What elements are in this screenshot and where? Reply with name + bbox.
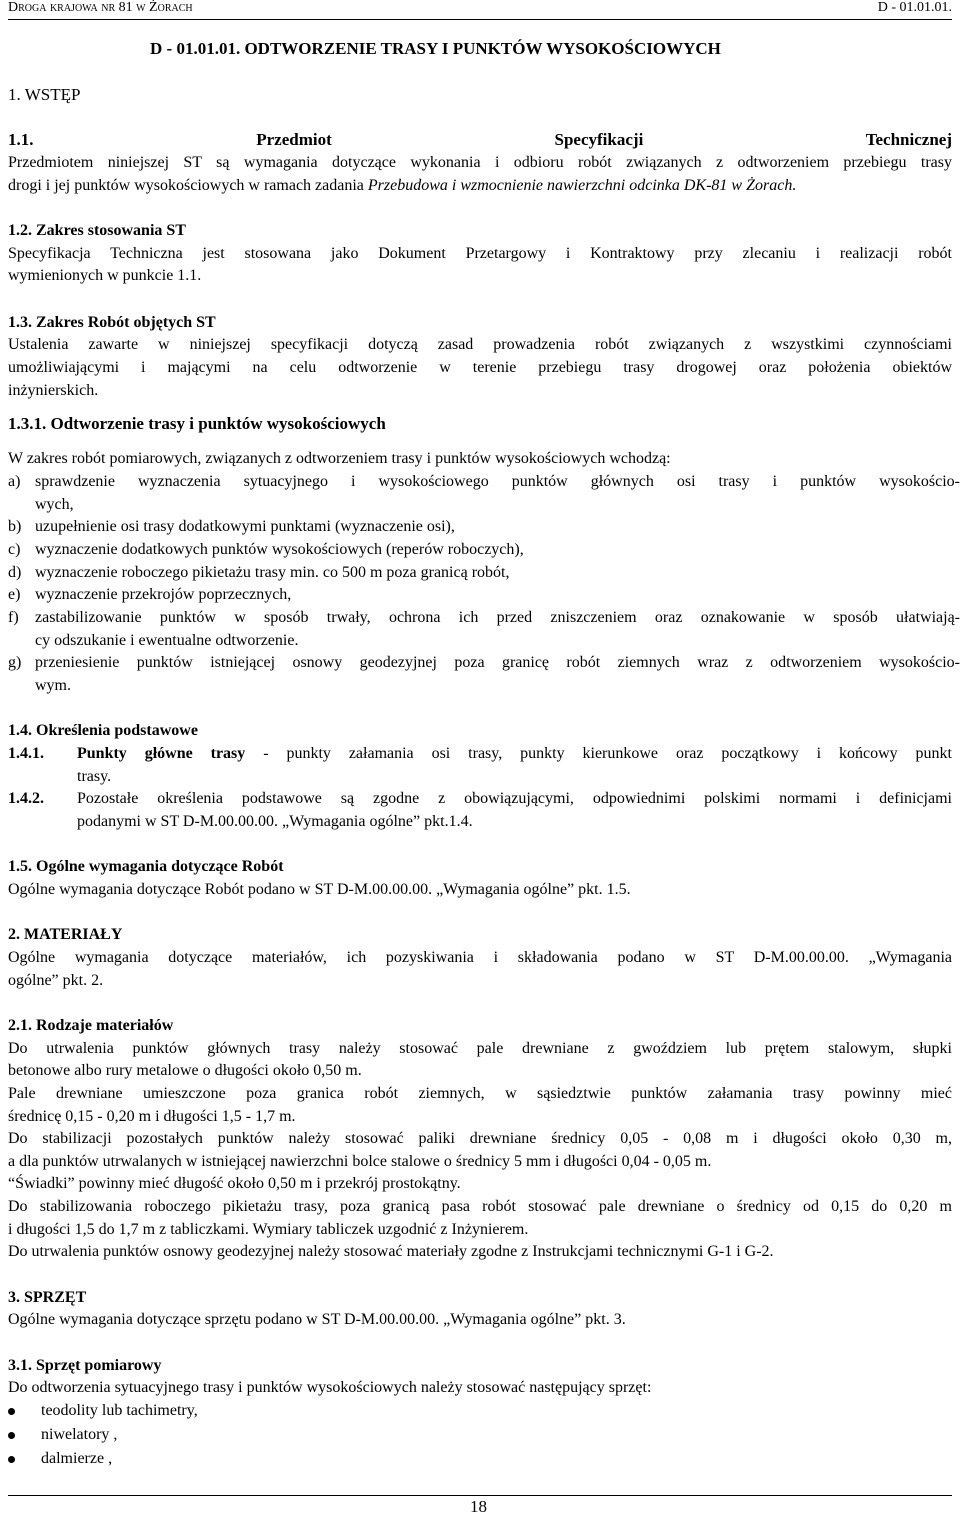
list-marker: f)	[8, 609, 19, 626]
bullet-dot-icon	[8, 1408, 15, 1415]
paragraph-line: Do utrwalenia punktów osnowy geodezyjnej należy stosować materiały zgodne z Instrukcjami technicznymi G-1 i G-2.	[8, 1243, 774, 1260]
list-item-continuation: wych,	[35, 496, 74, 513]
page-number: 18	[470, 1497, 487, 1516]
section-1-5-heading: 1.5. Ogólne wymagania dotyczące Robót	[8, 858, 284, 875]
paragraph-line: W zakres robót pomiarowych, związanych z odtworzeniem trasy i punktów wysokościowych wchodzą:	[8, 450, 671, 467]
list-marker: c)	[8, 541, 21, 558]
paragraph-line: Specyfikacja Techniczna jest stosowana jako Dokument Przetargowy i Kontraktowy przy zlecaniu i realizacji robót	[8, 245, 952, 262]
definition-number: 1.4.1.	[8, 745, 44, 762]
footer-rule	[8, 1495, 952, 1496]
paragraph-line: ogólne” pkt. 2.	[8, 972, 104, 989]
section-2-heading: 2. MATERIAŁY	[8, 926, 123, 943]
bullet-dot-icon	[8, 1456, 15, 1463]
paragraph-line: “Świadki” powinny mieć długość około 0,50 m i przekrój prostokątny.	[8, 1175, 461, 1192]
paragraph-line: Do stabilizacji pozostałych punktów należy stosować paliki drewniane średnicy 0,05 - 0,08 m i długości około 0,30 m,	[8, 1130, 952, 1147]
list-item-continuation: wym.	[35, 677, 71, 694]
list-item-text: przeniesienie punktów istniejącej osnowy geodezyjnej poza granicę robót ziemnych wraz z odtworzeniem wysokościo-	[35, 654, 960, 671]
definition-term: Punkty główne trasy	[77, 745, 246, 762]
bullet-dot-icon	[8, 1432, 15, 1439]
list-item-text: wyznaczenie dodatkowych punktów wysokościowych (reperów roboczych),	[35, 541, 524, 558]
header-spec-code: D - 01.01.01.	[877, 0, 952, 15]
section-1-heading: 1. WSTĘP	[8, 85, 81, 104]
header-road-name: Droga krajowa nr 81 w Żorach	[8, 0, 193, 15]
definition-text-continuation: trasy.	[77, 768, 112, 785]
project-name: Przebudowa i wzmocnienie nawierzchni odcinka DK-81 w Żorach.	[367, 177, 797, 194]
section-3-heading: 3. SPRZĘT	[8, 1289, 87, 1306]
paragraph-line: Ogólne wymagania dotyczące sprzętu podano w ST D-M.00.00.00. „Wymagania ogólne” pkt. 3.	[8, 1311, 626, 1328]
definition-number: 1.4.2.	[8, 790, 44, 807]
paragraph-line: Ustalenia zawarte w niniejszej specyfikacji dotyczą zasad prowadzenia robót związanych z wszystkimi czynnościami	[8, 336, 952, 353]
section-1-3-heading: 1.3. Zakres Robót objętych ST	[8, 314, 216, 331]
running-header	[8, 0, 952, 20]
list-item-text: uzupełnienie osi trasy dodatkowymi punktami (wyznaczenie osi),	[35, 518, 455, 535]
list-item-text: zastabilizowanie punktów w sposób trwały, ochrona ich przed zniszczeniem oraz oznakowanie w sposób ułatwiają-	[35, 609, 960, 626]
section-1-3-1-heading: 1.3.1. Odtworzenie trasy i punktów wysokościowych	[8, 414, 386, 433]
section-1-2-heading: 1.2. Zakres stosowania ST	[8, 222, 186, 239]
paragraph-line: inżynierskich.	[8, 382, 99, 399]
list-item-text: sprawdzenie wyznaczenia sytuacyjnego i wysokościowego punktów głównych osi trasy i punktów wysokościo-	[35, 473, 960, 490]
paragraph-line: i długości 1,5 do 1,7 m z tabliczkami. Wymiary tabliczek uzgodnić z Inżynierem.	[8, 1221, 529, 1238]
list-marker: e)	[8, 586, 21, 603]
paragraph-line: Do stabilizowania roboczego pikietażu trasy, poza granicą pasa robót stosować pale drewniane o średnicy od 0,15 do 0,20 m	[8, 1198, 952, 1215]
definition-text: Punkty główne trasy - punkty załamania osi trasy, punkty kierunkowe oraz początkowy i końcowy punkt	[77, 745, 953, 762]
paragraph-line: Ogólne wymagania dotyczące Robót podano w ST D-M.00.00.00. „Wymagania ogólne” pkt. 1.5.	[8, 881, 631, 898]
list-marker: g)	[8, 654, 22, 671]
paragraph-line: umożliwiającymi i mającymi na celu odtworzenie w terenie przebiegu trasy drogowej oraz położenia obiektów	[8, 359, 952, 376]
definition-text-continuation: podanymi w ST D-M.00.00.00. „Wymagania ogólne” pkt.1.4.	[77, 813, 473, 830]
section-3-1-heading: 3.1. Sprzęt pomiarowy	[8, 1357, 162, 1374]
bullet-text: niwelatory ,	[41, 1426, 118, 1443]
bullet-text: teodolity lub tachimetry,	[41, 1402, 198, 1419]
list-item-text: wyznaczenie przekrojów poprzecznych,	[35, 586, 292, 603]
bullet-text: dalmierze ,	[41, 1450, 113, 1467]
definition-text: Pozostałe określenia podstawowe są zgodne z obowiązującymi, odpowiednimi polskimi normami i definicjami	[77, 790, 952, 807]
list-marker: d)	[8, 564, 22, 581]
document-title: D - 01.01.01. ODTWORZENIE TRASY I PUNKTÓW WYSOKOŚCIOWYCH	[150, 39, 721, 58]
paragraph-line: średnicę 0,15 - 0,20 m i długości 1,5 - 1,7 m.	[8, 1108, 296, 1125]
paragraph-line: betonowe albo rury metalowe o długości około 0,50 m.	[8, 1062, 362, 1079]
list-marker: b)	[8, 518, 22, 535]
list-item-text: wyznaczenie roboczego pikietażu trasy min. co 500 m poza granicą robót,	[35, 564, 510, 581]
list-item-continuation: cy odszukanie i ewentualne odtworzenie.	[35, 632, 299, 649]
paragraph-line: a dla punktów utrwalanych w istniejącej nawierzchni bolce stalowe o średnicy 5 mm i długości 0,04 - 0,05 m.	[8, 1153, 712, 1170]
paragraph-line: Do odtworzenia sytuacyjnego trasy i punktów wysokościowych należy stosować następujący sprzęt:	[8, 1379, 652, 1396]
list-marker: a)	[8, 473, 21, 490]
paragraph-line: wymienionych w punkcie 1.1.	[8, 267, 202, 284]
paragraph-line: Pale drewniane umieszczone poza granica robót ziemnych, w sąsiedztwie punktów załamania trasy powinny mieć	[8, 1085, 952, 1102]
paragraph-line: drogi i jej punktów wysokościowych w ramach zadania Przebudowa i wzmocnienie nawierzchni odcinka DK-81 w Żorach.	[8, 177, 797, 194]
paragraph-line: Do utrwalenia punktów głównych trasy należy stosować pale drewniane z gwoździem lub prętem stalowym, słupki	[8, 1040, 952, 1057]
section-1-4-heading: 1.4. Określenia podstawowe	[8, 722, 198, 739]
paragraph-line: Ogólne wymagania dotyczące materiałów, ich pozyskiwania i składowania podano w ST D-M.00.00.00. „Wymagania	[8, 949, 952, 966]
paragraph-line: Przedmiotem niniejszej ST są wymagania dotyczące wykonania i odbioru robót związanych z odtworzeniem przebiegu trasy	[8, 154, 952, 171]
section-2-1-heading: 2.1. Rodzaje materiałów	[8, 1017, 174, 1034]
section-1-1-heading: 1.1. Przedmiot Specyfikacji Technicznej	[8, 130, 952, 149]
